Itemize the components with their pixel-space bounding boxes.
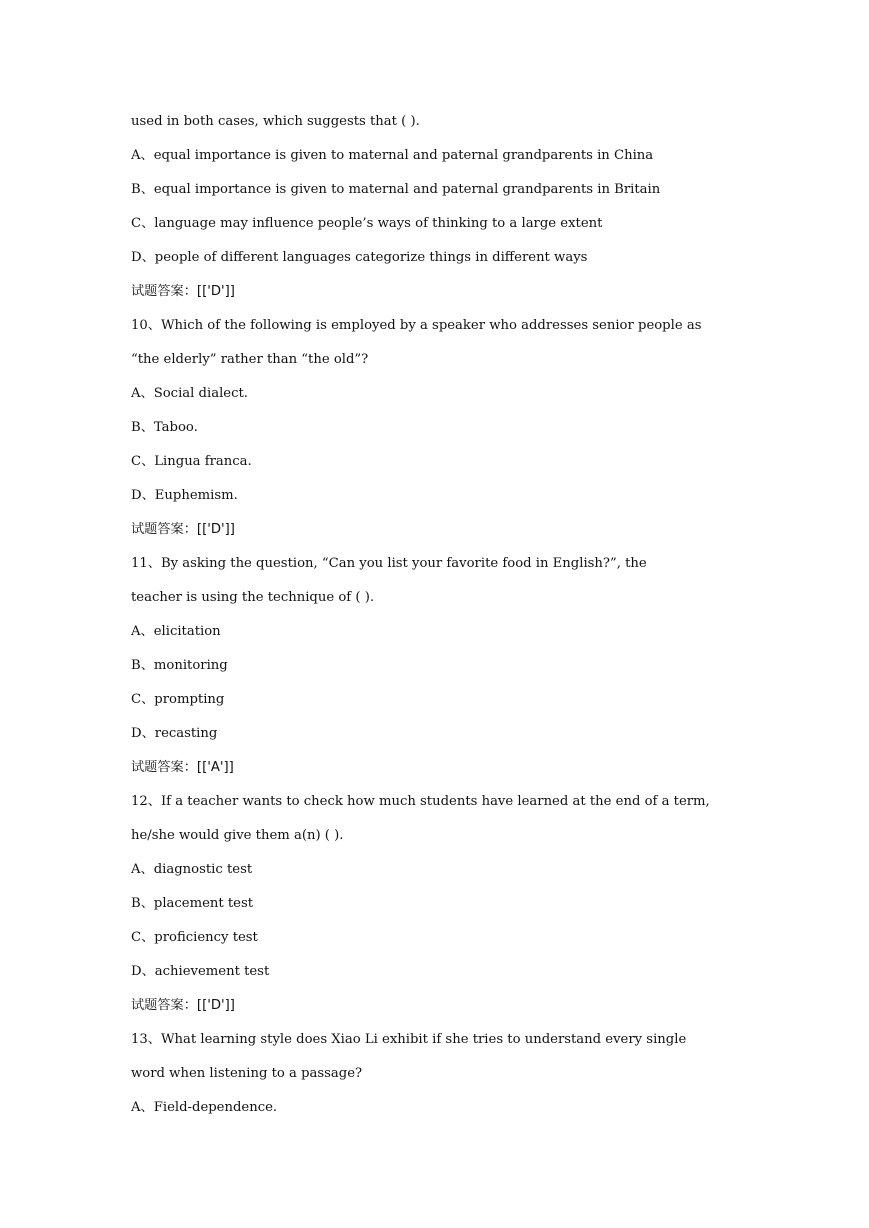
question-10-answer: 试题答案：[['D']] — [131, 522, 235, 537]
question-9-option-c: C、language may influence people’s ways of thinking to a large extent — [131, 216, 603, 231]
question-11-answer: 试题答案：[['A']] — [131, 760, 234, 775]
question-11-text: 11、By asking the question, “Can you list your favorite food in English?”, the — [131, 556, 647, 571]
question-10-option-c: C、Lingua franca. — [131, 454, 252, 469]
question-11-option-c: C、prompting — [131, 692, 225, 707]
question-12-answer: 试题答案：[['D']] — [131, 998, 235, 1013]
question-13-option-a: A、Field-dependence. — [131, 1100, 278, 1115]
question-12-option-d: D、achievement test — [131, 964, 270, 979]
question-10-option-a: A、Social dialect. — [131, 386, 248, 401]
question-12-option-c: C、proficiency test — [131, 930, 258, 945]
document-content — [131, 110, 741, 1130]
question-10-text: 10、Which of the following is employed by a speaker who addresses senior people as — [131, 318, 702, 333]
question-11-option-b: B、monitoring — [131, 658, 228, 673]
question-10-continuation: “the elderly” rather than “the old”? — [131, 352, 369, 367]
question-9-option-d: D、people of different languages categorize things in different ways — [131, 250, 588, 265]
question-12-text: 12、If a teacher wants to check how much students have learned at the end of a term, — [131, 794, 710, 809]
question-10-option-b: B、Taboo. — [131, 420, 198, 435]
question-9-answer: 试题答案：[['D']] — [131, 284, 235, 299]
question-12-option-a: A、diagnostic test — [131, 862, 253, 877]
question-10-option-d: D、Euphemism. — [131, 488, 238, 503]
question-9-option-b: B、equal importance is given to maternal and paternal grandparents in Britain — [131, 182, 661, 197]
question-11-option-a: A、elicitation — [131, 624, 221, 639]
question-11-continuation: teacher is using the technique of ( ). — [131, 590, 375, 605]
question-11-option-d: D、recasting — [131, 726, 218, 741]
question-13-text: 13、What learning style does Xiao Li exhibit if she tries to understand every single — [131, 1032, 687, 1047]
question-9-continuation: used in both cases, which suggests that ( ). — [131, 114, 420, 129]
question-12-option-b: B、placement test — [131, 896, 254, 911]
question-12-continuation: he/she would give them a(n) ( ). — [131, 828, 344, 843]
question-13-continuation: word when listening to a passage? — [131, 1066, 363, 1081]
question-9-option-a: A、equal importance is given to maternal and paternal grandparents in China — [131, 148, 654, 163]
